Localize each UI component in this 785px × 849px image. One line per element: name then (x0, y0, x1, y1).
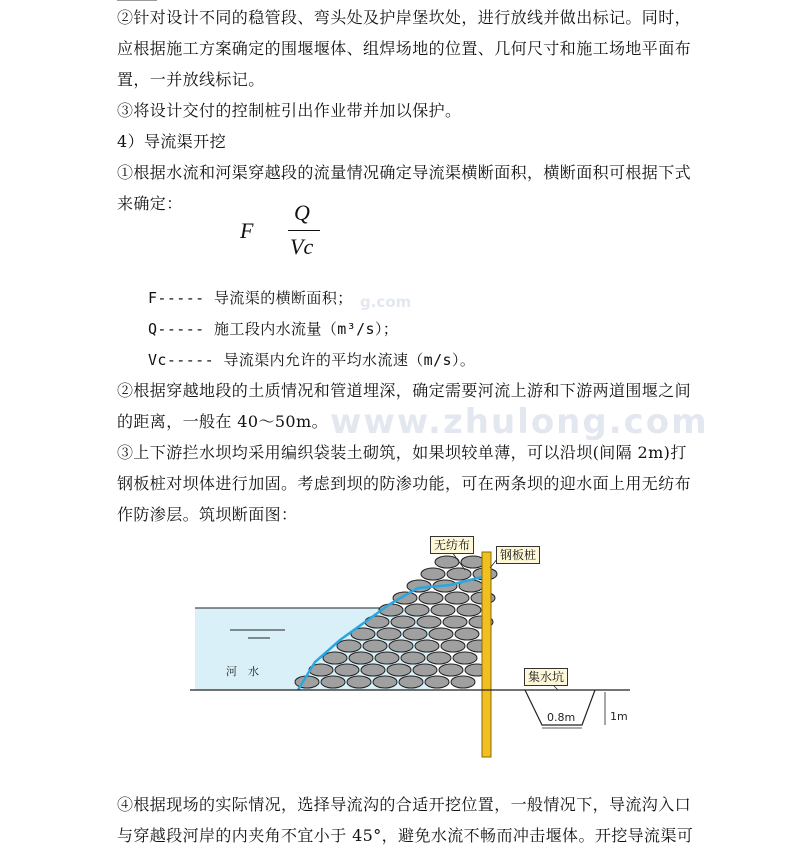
sandbag (363, 640, 387, 652)
paragraph-line: ③将设计交付的控制桩引出作业带并加以保护。 (117, 101, 462, 120)
sandbag (323, 652, 347, 664)
sandbag (435, 556, 459, 568)
sandbag (389, 640, 413, 652)
label-geotextile: 无纺布 (430, 536, 474, 554)
sandbag (401, 652, 425, 664)
sandbag (417, 616, 441, 628)
sandbag (413, 664, 437, 676)
sandbag (441, 640, 465, 652)
sandbag (393, 592, 417, 604)
paragraph-line: 置，一并放线标记。 (117, 70, 265, 89)
sandbag (447, 568, 471, 580)
formula (240, 200, 360, 270)
sandbag (347, 676, 371, 688)
dim-depth-label: 1m (610, 710, 628, 723)
paragraph-line: ①根据水流和河渠穿越段的流量情况确定导流渠横断面积，横断面积可根据下式 (117, 163, 692, 182)
paragraph-line: 钢板桩对坝体进行加固。考虑到坝的防渗功能，可在两条坝的迎水面上用无纺布 (117, 474, 692, 493)
sandbag (377, 628, 401, 640)
paragraph-line: 与穿越段河岸的内夹角不宜小于 45°，避免水流不畅而冲击堰体。开挖导流渠可 (117, 826, 694, 845)
sandbag (455, 628, 479, 640)
sandbag (445, 592, 469, 604)
watermark: g.com (360, 293, 412, 311)
paragraph-line: ②根据穿越地段的土质情况和管道埋深，确定需要河流上游和下游两道围堰之间 (117, 381, 692, 400)
dam-section-figure (190, 530, 630, 760)
sandbag (427, 652, 451, 664)
label-sump: 集水坑 (524, 668, 568, 686)
sandbag (429, 628, 453, 640)
sandbag (457, 604, 481, 616)
watermark: www.zhulong.com (330, 402, 709, 442)
sandbag (337, 640, 361, 652)
sheet-pile (482, 552, 491, 757)
sandbag (461, 556, 485, 568)
sandbag (405, 604, 429, 616)
definition-line: Q----- 施工段内水流量（m³/s）； (148, 320, 399, 338)
sandbag (321, 676, 345, 688)
header-rule (117, 0, 157, 1)
label-river: 河 水 (226, 665, 259, 678)
sandbag (361, 664, 385, 676)
sandbag (387, 664, 411, 676)
sandbag (365, 616, 389, 628)
paragraph-line: 应根据施工方案确定的围堰堰体、组焊场地的位置、几何尺寸和施工场地平面布 (117, 39, 692, 58)
paragraph-line: ③上下游拦水坝均采用编织袋装土砌筑，如果坝较单薄，可以沿坝(间隔 2m)打 (117, 443, 687, 462)
definition-line: F----- 导流渠的横断面积； (148, 289, 353, 307)
sandbag (421, 568, 445, 580)
paragraph-line: 作防渗层。筑坝断面图： (117, 505, 298, 524)
label-sheet-pile: 钢板桩 (496, 546, 540, 564)
definition-line: Vc----- 导流渠内允许的平均水流速（m/s）。 (148, 351, 476, 369)
sandbag (425, 676, 449, 688)
formula-numerator: Q (294, 200, 310, 225)
dam-cross-section (190, 530, 630, 760)
sandbag (373, 676, 397, 688)
sandbag (335, 664, 359, 676)
formula-denominator: Vc (290, 234, 314, 259)
paragraph-line: ②针对设计不同的稳管段、弯头处及护岸堡坎处，进行放线并做出标记。同时， (117, 8, 692, 27)
sandbag (375, 652, 399, 664)
section-heading: 4）导流渠开挖 (117, 132, 226, 151)
fraction-bar (288, 230, 320, 231)
paragraph-line: ④根据现场的实际情况，选择导流沟的合适开挖位置，一般情况下，导流沟入口 (117, 795, 692, 814)
paragraph-line: 来确定： (117, 194, 183, 213)
dim-width-label: 0.8m (547, 711, 576, 724)
sandbag (403, 628, 427, 640)
sandbag (451, 676, 475, 688)
sandbag (391, 616, 415, 628)
sandbag (453, 652, 477, 664)
sandbag (439, 664, 463, 676)
paragraph-line: 的距离，一般在 40～50m。 (117, 412, 328, 431)
sandbag (399, 676, 423, 688)
sandbag (419, 592, 443, 604)
sandbag (415, 640, 439, 652)
sandbag (349, 652, 373, 664)
formula-lhs: F (240, 218, 254, 243)
sandbag (431, 604, 455, 616)
sandbag (443, 616, 467, 628)
sandbag (295, 676, 319, 688)
